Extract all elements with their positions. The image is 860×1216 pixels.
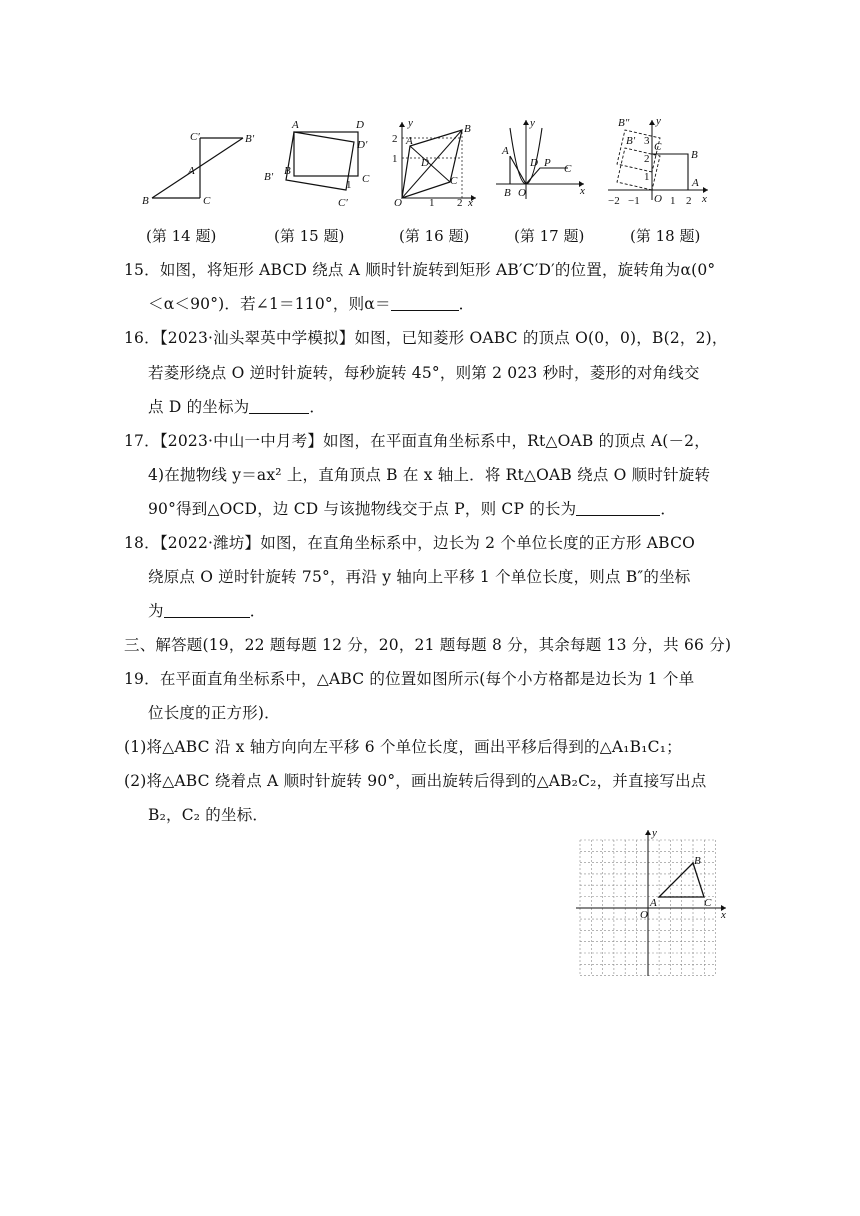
caption-14: (第 14 题) — [146, 227, 217, 245]
label-x: x — [721, 909, 726, 921]
tick-y-1: 1 — [392, 153, 398, 165]
label-y: y — [530, 117, 535, 129]
q15-line-2 — [148, 292, 474, 314]
q15-text: ＜α＜90°)．若∠1＝110°，则α＝ — [148, 295, 391, 313]
tick-x-neg2: −2 — [608, 195, 620, 207]
label-c: C — [704, 897, 712, 909]
q19-part-3: B₂，C₂ 的坐标． — [148, 806, 269, 824]
label-x: x — [580, 185, 585, 197]
q17-line-2: 4)在抛物线 y＝ax² 上，直角顶点 B 在 x 轴上．将 Rt△OAB 绕点 O 顺时针旋转 — [148, 466, 711, 484]
figure-18 — [604, 114, 714, 208]
q18-line-2: 绕原点 O 逆时针旋转 75°，再沿 y 轴向上平移 1 个单位长度，则点 B″的坐标 — [148, 568, 691, 586]
label-b-prime: B′ — [245, 133, 255, 145]
answer-blank — [164, 602, 250, 619]
label-o: O — [394, 197, 402, 209]
q16-line-3 — [148, 395, 325, 417]
q17-end: ． — [660, 500, 677, 518]
label-b: B — [504, 187, 511, 199]
tick-x-2: 2 — [686, 195, 692, 207]
label-a: A — [650, 897, 657, 909]
q18-text: 为 — [148, 602, 164, 620]
q17-line-1: 17．【2023·中山一中月考】如图，在平面直角坐标系中，Rt△OAB 的顶点 A(－2， — [124, 432, 710, 450]
label-a: A — [292, 119, 299, 131]
label-c: C — [450, 175, 458, 187]
label-y: y — [652, 827, 657, 839]
label-d: D — [530, 157, 538, 169]
q15-line-1: 15．如图，将矩形 ABCD 绕点 A 顺时针旋转到矩形 AB′C′D′的位置，旋转角为α(0° — [124, 261, 716, 279]
label-d: D — [356, 119, 364, 131]
tick-y-2: 2 — [644, 153, 650, 165]
label-a: A — [692, 177, 699, 189]
label-x: x — [702, 193, 707, 205]
label-c: C — [203, 195, 211, 207]
caption-18: (第 18 题) — [630, 227, 701, 245]
label-b: B — [142, 195, 149, 207]
label-b: B — [464, 123, 471, 135]
tick-x-1: 1 — [670, 195, 676, 207]
label-c-prime: C′ — [338, 197, 348, 209]
figure-15 — [262, 118, 377, 210]
answer-blank — [249, 398, 309, 415]
tick-y-2: 2 — [392, 133, 398, 145]
label-b-double-prime: B″ — [618, 117, 630, 129]
answer-blank — [576, 500, 660, 517]
label-b-prime: B′ — [626, 135, 636, 147]
label-b: B — [694, 855, 701, 867]
tick-x-2: 2 — [457, 197, 463, 209]
tick-y-1: 1 — [644, 171, 650, 183]
tick-y-3: 3 — [644, 135, 650, 147]
q18-line-1: 18．【2022·潍坊】如图，在直角坐标系中，边长为 2 个单位长度的正方形 ABCO — [124, 534, 696, 552]
label-o: O — [654, 193, 662, 205]
figure-14 — [140, 128, 260, 208]
q19-line-1: 19．在平面直角坐标系中，△ABC 的位置如图所示(每个小方格都是边长为 1 个单 — [124, 670, 695, 688]
grid-svg — [576, 826, 736, 981]
caption-16: (第 16 题) — [399, 227, 470, 245]
label-d-prime: D′ — [357, 139, 368, 151]
label-c: C — [564, 163, 572, 175]
label-angle-1: 1 — [346, 179, 352, 191]
q16-line-1: 16．【2023·汕头翠英中学模拟】如图，已知菱形 OABC 的顶点 O(0，0)，B(2，2)， — [124, 329, 728, 347]
label-p: P — [544, 157, 551, 169]
caption-15: (第 15 题) — [274, 227, 345, 245]
figure-16 — [388, 116, 483, 208]
q17-line-3 — [148, 497, 676, 519]
q16-line-2: 若菱形绕点 O 逆时针旋转，每秒旋转 45°，则第 2 023 秒时，菱形的对角线交 — [148, 364, 700, 382]
q16-text: 点 D 的坐标为 — [148, 398, 250, 416]
q19-line-2: 位长度的正方形)． — [148, 704, 280, 722]
q19-part-2: (2)将△ABC 绕着点 A 顺时针旋转 90°，画出旋转后得到的△AB₂C₂，并直接写出点 — [124, 772, 707, 790]
label-a: A — [406, 135, 413, 147]
label-b: B — [691, 149, 698, 161]
grid-figure-19 — [576, 826, 736, 981]
label-c: C — [654, 141, 662, 153]
q16-end: ． — [309, 398, 326, 416]
section-3-heading: 三、解答题(19，22 题每题 12 分，20，21 题每题 8 分，其余每题 13 分，共 66 分) — [124, 636, 732, 654]
tick-x-neg1: −1 — [628, 195, 640, 207]
figure-17 — [494, 114, 589, 204]
label-c: C — [362, 173, 370, 185]
q18-line-3 — [148, 599, 265, 621]
label-b-prime: B′ — [264, 171, 274, 183]
answer-blank — [391, 295, 459, 312]
label-a: A — [502, 145, 509, 157]
tick-x-1: 1 — [429, 197, 435, 209]
label-x: x — [468, 197, 473, 209]
label-y: y — [408, 117, 413, 129]
label-a: A — [188, 165, 195, 177]
q18-end: ． — [249, 602, 266, 620]
label-c-prime: C′ — [190, 131, 200, 143]
q19-part-1: (1)将△ABC 沿 x 轴方向向左平移 6 个单位长度，画出平移后得到的△A₁B₁C₁； — [124, 738, 682, 756]
label-o: O — [640, 909, 648, 921]
label-y: y — [656, 115, 661, 127]
q15-end: ． — [458, 295, 475, 313]
label-b: B — [284, 165, 291, 177]
q17-text: 90°得到△OCD，边 CD 与该抛物线交于点 P，则 CP 的长为 — [148, 500, 577, 518]
label-d: D — [421, 157, 429, 169]
caption-17: (第 17 题) — [514, 227, 585, 245]
label-o: O — [518, 187, 526, 199]
